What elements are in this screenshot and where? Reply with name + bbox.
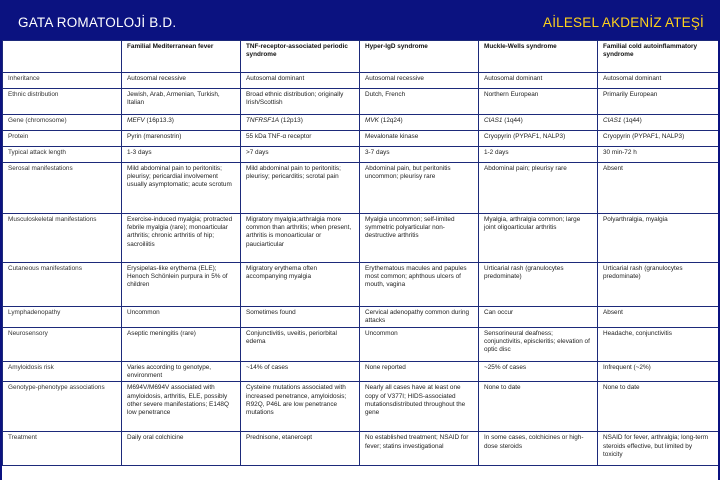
table-cell: Sometimes found xyxy=(241,307,360,328)
chromosome-locus: (1q44) xyxy=(502,117,523,124)
column-header: Familial Mediterranean fever xyxy=(122,41,241,73)
table-cell: Cryopyrin (PYPAF1, NALP3) xyxy=(479,131,598,147)
table-cell xyxy=(241,115,360,131)
table-cell xyxy=(122,115,241,131)
column-header-empty xyxy=(3,41,122,73)
table-cell: Jewish, Arab, Armenian, Turkish, Italian xyxy=(122,89,241,115)
table-cell: Erysipelas-like erythema (ELE); Henoch Schönlein purpura in 5% of children xyxy=(122,263,241,307)
table-cell: NSAID for fever, arthralgia; long-term steroids effective, but limited by toxicity xyxy=(598,432,719,466)
table-cell: Urticarial rash (granulocytes predominate) xyxy=(598,263,719,307)
column-header: Familial cold autoinflammatory syndrome xyxy=(598,41,719,73)
table-cell: Abdominal pain; pleurisy rare xyxy=(479,163,598,214)
table-row xyxy=(3,163,719,214)
table-cell: Uncommon xyxy=(122,307,241,328)
table-cell: Autosomal dominant xyxy=(598,73,719,89)
table-cell: Pyrin (marenostrin) xyxy=(122,131,241,147)
row-label: Musculoskeletal manifestations xyxy=(3,214,122,263)
table-cell: Uncommon xyxy=(360,328,479,362)
table-cell: Mild abdominal pain to peritonitis; pleurisy; pericarditis; scrotal pain xyxy=(241,163,360,214)
table-cell: Daily oral colchicine xyxy=(122,432,241,466)
table-cell: Cryopyrin (PYPAF1, NALP3) xyxy=(598,131,719,147)
table-cell: Polyarthralgia, myalgia xyxy=(598,214,719,263)
table-cell: Broad ethnic distribution; originally Irish/Scottish xyxy=(241,89,360,115)
table-cell xyxy=(360,115,479,131)
table-cell: Cysteine mutations associated with increased penetrance, amyloidosis; R92Q, P46L are low penetrance mutations xyxy=(241,382,360,432)
table-cell: Absent xyxy=(598,163,719,214)
row-label: Inheritance xyxy=(3,73,122,89)
table-cell: Autosomal recessive xyxy=(122,73,241,89)
table-row xyxy=(3,362,719,382)
table-row xyxy=(3,263,719,307)
row-label: Lymphadenopathy xyxy=(3,307,122,328)
table-cell: 55 kDa TNF-α receptor xyxy=(241,131,360,147)
table-row xyxy=(3,115,719,131)
table-cell: Myalgia uncommon; self-limited symmetric polyarticular non-destructive arthritis xyxy=(360,214,479,263)
comparison-table-container xyxy=(2,40,718,480)
row-label: Ethnic distribution xyxy=(3,89,122,115)
chromosome-locus: (1q44) xyxy=(621,117,642,124)
table-cell: Migratory erythema often accompanying myalgia xyxy=(241,263,360,307)
column-header: TNF-receptor-associated periodic syndrome xyxy=(241,41,360,73)
table-row xyxy=(3,131,719,147)
table-cell: Abdominal pain, but peritonitis uncommon; pleurisy rare xyxy=(360,163,479,214)
table-cell: Myalgia, arthralgia common; large joint oligoarticular arthritis xyxy=(479,214,598,263)
table-cell: Varies according to genotype, environment xyxy=(122,362,241,382)
department-title: GATA ROMATOLOJİ B.D. xyxy=(18,15,177,30)
table-cell: Northern European xyxy=(479,89,598,115)
table-row xyxy=(3,432,719,466)
chromosome-locus: (12p13) xyxy=(279,117,303,124)
table-cell: Sensorineural deafness; conjunctivitis, episcleritis; elevation of optic disc xyxy=(479,328,598,362)
gene-symbol: MVK xyxy=(365,117,379,124)
table-row xyxy=(3,89,719,115)
table-cell: Infrequent (~2%) xyxy=(598,362,719,382)
table-cell: Erythematous macules and papules most common; aphthous ulcers of mouth, vagina xyxy=(360,263,479,307)
table-cell xyxy=(598,115,719,131)
gene-symbol: CIAS1 xyxy=(484,117,503,124)
table-row xyxy=(3,147,719,163)
table-cell: Migratory myalgia;arthralgia more common than arthritis; when present, arthritis is monoarticular or pauciarticular xyxy=(241,214,360,263)
table-cell: Mevalonate kinase xyxy=(360,131,479,147)
row-label: Genotype-phenotype associations xyxy=(3,382,122,432)
row-label: Typical attack length xyxy=(3,147,122,163)
column-header: Hyper-IgD syndrome xyxy=(360,41,479,73)
table-cell: In some cases, colchicines or high-dose steroids xyxy=(479,432,598,466)
table-row xyxy=(3,328,719,362)
chromosome-locus: (16p13.3) xyxy=(144,117,174,124)
slide-header xyxy=(0,0,720,40)
table-row xyxy=(3,73,719,89)
column-header: Muckle-Wells syndrome xyxy=(479,41,598,73)
table-cell: Autosomal dominant xyxy=(479,73,598,89)
gene-symbol: MEFV xyxy=(127,117,145,124)
table-cell: Absent xyxy=(598,307,719,328)
table-cell: M694V/M694V associated with amyloidosis, arthritis, ELE, possibly other severe manifestations; E148Q low penetrance xyxy=(122,382,241,432)
table-cell: Aseptic meningitis (rare) xyxy=(122,328,241,362)
row-label: Cutaneous manifestations xyxy=(3,263,122,307)
table-cell: None to date xyxy=(479,382,598,432)
slide-title: AİLESEL AKDENİZ ATEŞİ xyxy=(542,15,704,30)
row-label: Treatment xyxy=(3,432,122,466)
table-cell: Conjunctivitis, uveitis, periorbital edema xyxy=(241,328,360,362)
table-row xyxy=(3,307,719,328)
table-cell: None to date xyxy=(598,382,719,432)
table-cell: Cervical adenopathy common during attacks xyxy=(360,307,479,328)
table-cell: 1-3 days xyxy=(122,147,241,163)
table-cell: None reported xyxy=(360,362,479,382)
row-label: Gene (chromosome) xyxy=(3,115,122,131)
table-cell: 30 min-72 h xyxy=(598,147,719,163)
table-cell: 3-7 days xyxy=(360,147,479,163)
chromosome-locus: (12q24) xyxy=(378,117,403,124)
table-cell xyxy=(479,115,598,131)
table-cell: Urticarial rash (granulocytes predominate) xyxy=(479,263,598,307)
table-cell: Autosomal dominant xyxy=(241,73,360,89)
table-cell: Dutch, French xyxy=(360,89,479,115)
table-cell: Headache, conjunctivitis xyxy=(598,328,719,362)
row-label: Amyloidosis risk xyxy=(3,362,122,382)
table-cell: Exercise-induced myalgia; protracted febrile myalgia (rare); monoarticular arthritis; chronic arthritis of hip; sacroiliitis xyxy=(122,214,241,263)
table-row xyxy=(3,214,719,263)
table-cell: Can occur xyxy=(479,307,598,328)
gene-symbol: CIAS1 xyxy=(603,117,622,124)
row-label: Neurosensory xyxy=(3,328,122,362)
table-cell: ~25% of cases xyxy=(479,362,598,382)
table-header-row xyxy=(3,41,719,73)
table-cell: Prednisone, etanercept xyxy=(241,432,360,466)
table-cell: Nearly all cases have at least one copy of V377I; HIDS-associated mutationsdistributed throughout the gene xyxy=(360,382,479,432)
table-cell: >7 days xyxy=(241,147,360,163)
row-label: Serosal manifestations xyxy=(3,163,122,214)
table-cell: Autosomal recessive xyxy=(360,73,479,89)
gene-symbol: TNFRSF1A xyxy=(246,117,280,124)
table-cell: Primarily European xyxy=(598,89,719,115)
table-cell: Mild abdominal pain to peritonitis; pleurisy; pericardial involvement usually asymptomatic; acute scrotum xyxy=(122,163,241,214)
table-cell: ~14% of cases xyxy=(241,362,360,382)
row-label: Protein xyxy=(3,131,122,147)
table-cell: No established treatment; NSAID for fever; statins investigational xyxy=(360,432,479,466)
table-row xyxy=(3,382,719,432)
table-cell: 1-2 days xyxy=(479,147,598,163)
comparison-table xyxy=(2,40,718,466)
